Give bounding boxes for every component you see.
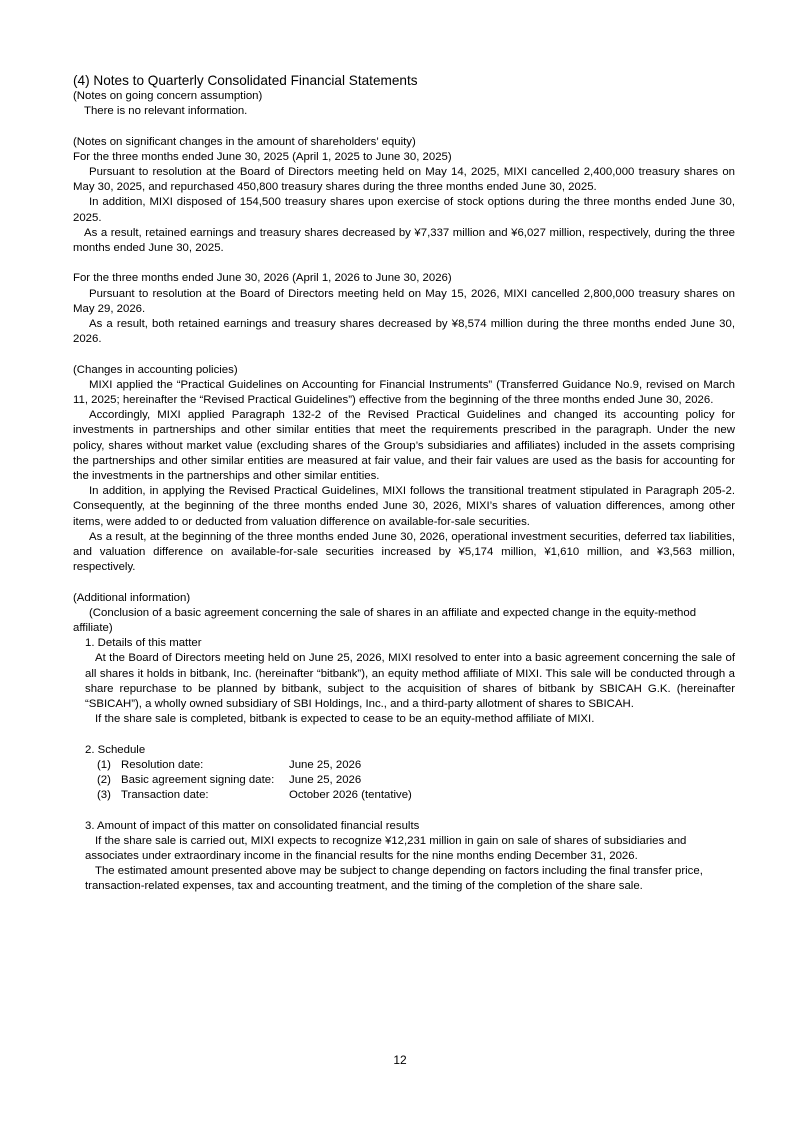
schedule-row-number: (2) [97, 774, 111, 787]
item-3-paragraph-1: If the share sale is carried out, MIXI expects to recognize ¥12,231 million in gain on sale of shares of subsidiaries and associates under extraordinary income in the financial results for the nine months ending December 31, 2026. [85, 834, 687, 863]
spacer [73, 119, 735, 134]
item-1-paragraph-2: If the share sale is completed, bitbank is expected to cease to be an equity-method affiliate of MIXI. [95, 713, 595, 726]
schedule-row-value: June 25, 2026 [289, 774, 362, 787]
accounting-policies-paragraph-2: Accordingly, MIXI applied Paragraph 132-2 of the Revised Practical Guidelines and changed its accounting policy for investments in partnerships and other similar entities that meet the requirements prescribed in the paragraph. Under the new policy, shares without market value (excluding shares of the Group’s subsidiaries and affiliates) included in the assets comprising the partnerships and other similar entities are measured at fair value, and their fair values are used as the basis for accounting for the investments in the partnerships and other similar entities. [73, 409, 735, 483]
schedule-row [73, 758, 735, 773]
period-2026-title: For the three months ended June 30, 2026 (April 1, 2026 to June 30, 2026) [73, 272, 452, 285]
spacer [73, 803, 735, 818]
period-2025-paragraph-3: As a result, retained earnings and treasury shares decreased by ¥7,337 million and ¥6,027 million, respectively, during the three months ended June 30, 2025. [73, 226, 735, 255]
document-page [73, 72, 735, 895]
schedule-row-number: (1) [97, 758, 111, 771]
spacer [73, 347, 735, 362]
additional-info-subheading: (Conclusion of a basic agreement concerning the sale of shares in an affiliate and expected change in the equity-method affiliate) [73, 606, 697, 635]
item-2-title: 2. Schedule [85, 743, 146, 756]
schedule-row-label: Resolution date: [121, 758, 204, 771]
section-title: (4) Notes to Quarterly Consolidated Financial Statements [73, 73, 418, 88]
accounting-policies-paragraph-3: In addition, in applying the Revised Practical Guidelines, MIXI follows the transitional treatment stipulated in Paragraph 205-2. Consequently, at the beginning of the three months ended June 30, 2026, MIXI’s shares of valuation differences, among other items, were added to or deducted from valuation difference on available-for-sale securities. [73, 485, 735, 528]
schedule-row-number: (3) [97, 789, 111, 802]
accounting-policies-paragraph-4: As a result, at the beginning of the three months ended June 30, 2026, operational investment securities, deferred tax liabilities, and valuation difference on available-for-sale securities increased by ¥5,174 million, ¥1,610 million, and ¥3,563 million, respectively. [73, 530, 735, 574]
equity-changes-heading: (Notes on significant changes in the amount of shareholders’ equity) [73, 135, 416, 148]
spacer [73, 256, 735, 271]
schedule-row-value: October 2026 (tentative) [289, 789, 412, 802]
schedule-row-value: June 25, 2026 [289, 758, 362, 771]
item-1-paragraph-1: At the Board of Directors meeting held on June 25, 2026, MIXI resolved to enter into a basic agreement concerning the sale of all shares it holds in bitbank, Inc. (hereinafter “bitbank”), an equity method affiliate of MIXI. This sale will be conducted through a share repurchase to be planned by bitbank, subject to the acquisition of shares of bitbank by SBICAH G.K. (hereinafter “SBICAH”), a wholly owned subsidiary of SBI Holdings, Inc., and a third-party allotment of shares to SBICAH. [85, 652, 735, 711]
spacer [73, 727, 735, 742]
additional-info-heading: (Additional information) [73, 591, 191, 604]
period-2025-title: For the three months ended June 30, 2025 (April 1, 2025 to June 30, 2025) [73, 150, 452, 163]
item-1-title: 1. Details of this matter [85, 637, 202, 650]
period-2025-paragraph-2: In addition, MIXI disposed of 154,500 treasury shares upon exercise of stock options during the three months ended June 30, 2025. [73, 196, 735, 224]
item-3-title: 3. Amount of impact of this matter on consolidated financial results [85, 819, 420, 832]
period-2025-paragraph-1: Pursuant to resolution at the Board of Directors meeting held on May 14, 2025, MIXI cancelled 2,400,000 treasury shares on May 30, 2025, and repurchased 450,800 treasury shares during the three months ended June 30, 2025. [73, 166, 735, 194]
schedule-row [73, 773, 735, 788]
accounting-policies-heading: (Changes in accounting policies) [73, 363, 238, 376]
item-3-paragraph-2: The estimated amount presented above may be subject to change depending on factors including the final transfer price, transaction-related expenses, tax and accounting treatment, and the timing of the completion of the share sale. [85, 865, 703, 893]
schedule-row-label: Transaction date: [121, 789, 209, 802]
spacer [73, 575, 735, 590]
schedule-row [73, 788, 735, 803]
page-number: 12 [393, 1053, 407, 1067]
period-2026-paragraph-1: Pursuant to resolution at the Board of Directors meeting held on May 15, 2026, MIXI cancelled 2,800,000 treasury shares on May 29, 2026. [73, 287, 735, 315]
going-concern-heading: (Notes on going concern assumption) [73, 90, 263, 102]
accounting-policies-paragraph-1: MIXI applied the “Practical Guidelines on Accounting for Financial Instruments” (Transferred Guidance No.9, revised on March 11, 2025; hereinafter the “Revised Practical Guidelines”) effective from the beginning of the three months ended June 30, 2026. [73, 378, 735, 407]
going-concern-body: There is no relevant information. [84, 105, 248, 118]
period-2026-paragraph-2: As a result, both retained earnings and treasury shares decreased by ¥8,574 million during the three months ended June 30, 2026. [73, 318, 735, 346]
schedule-row-label: Basic agreement signing date: [121, 774, 275, 787]
